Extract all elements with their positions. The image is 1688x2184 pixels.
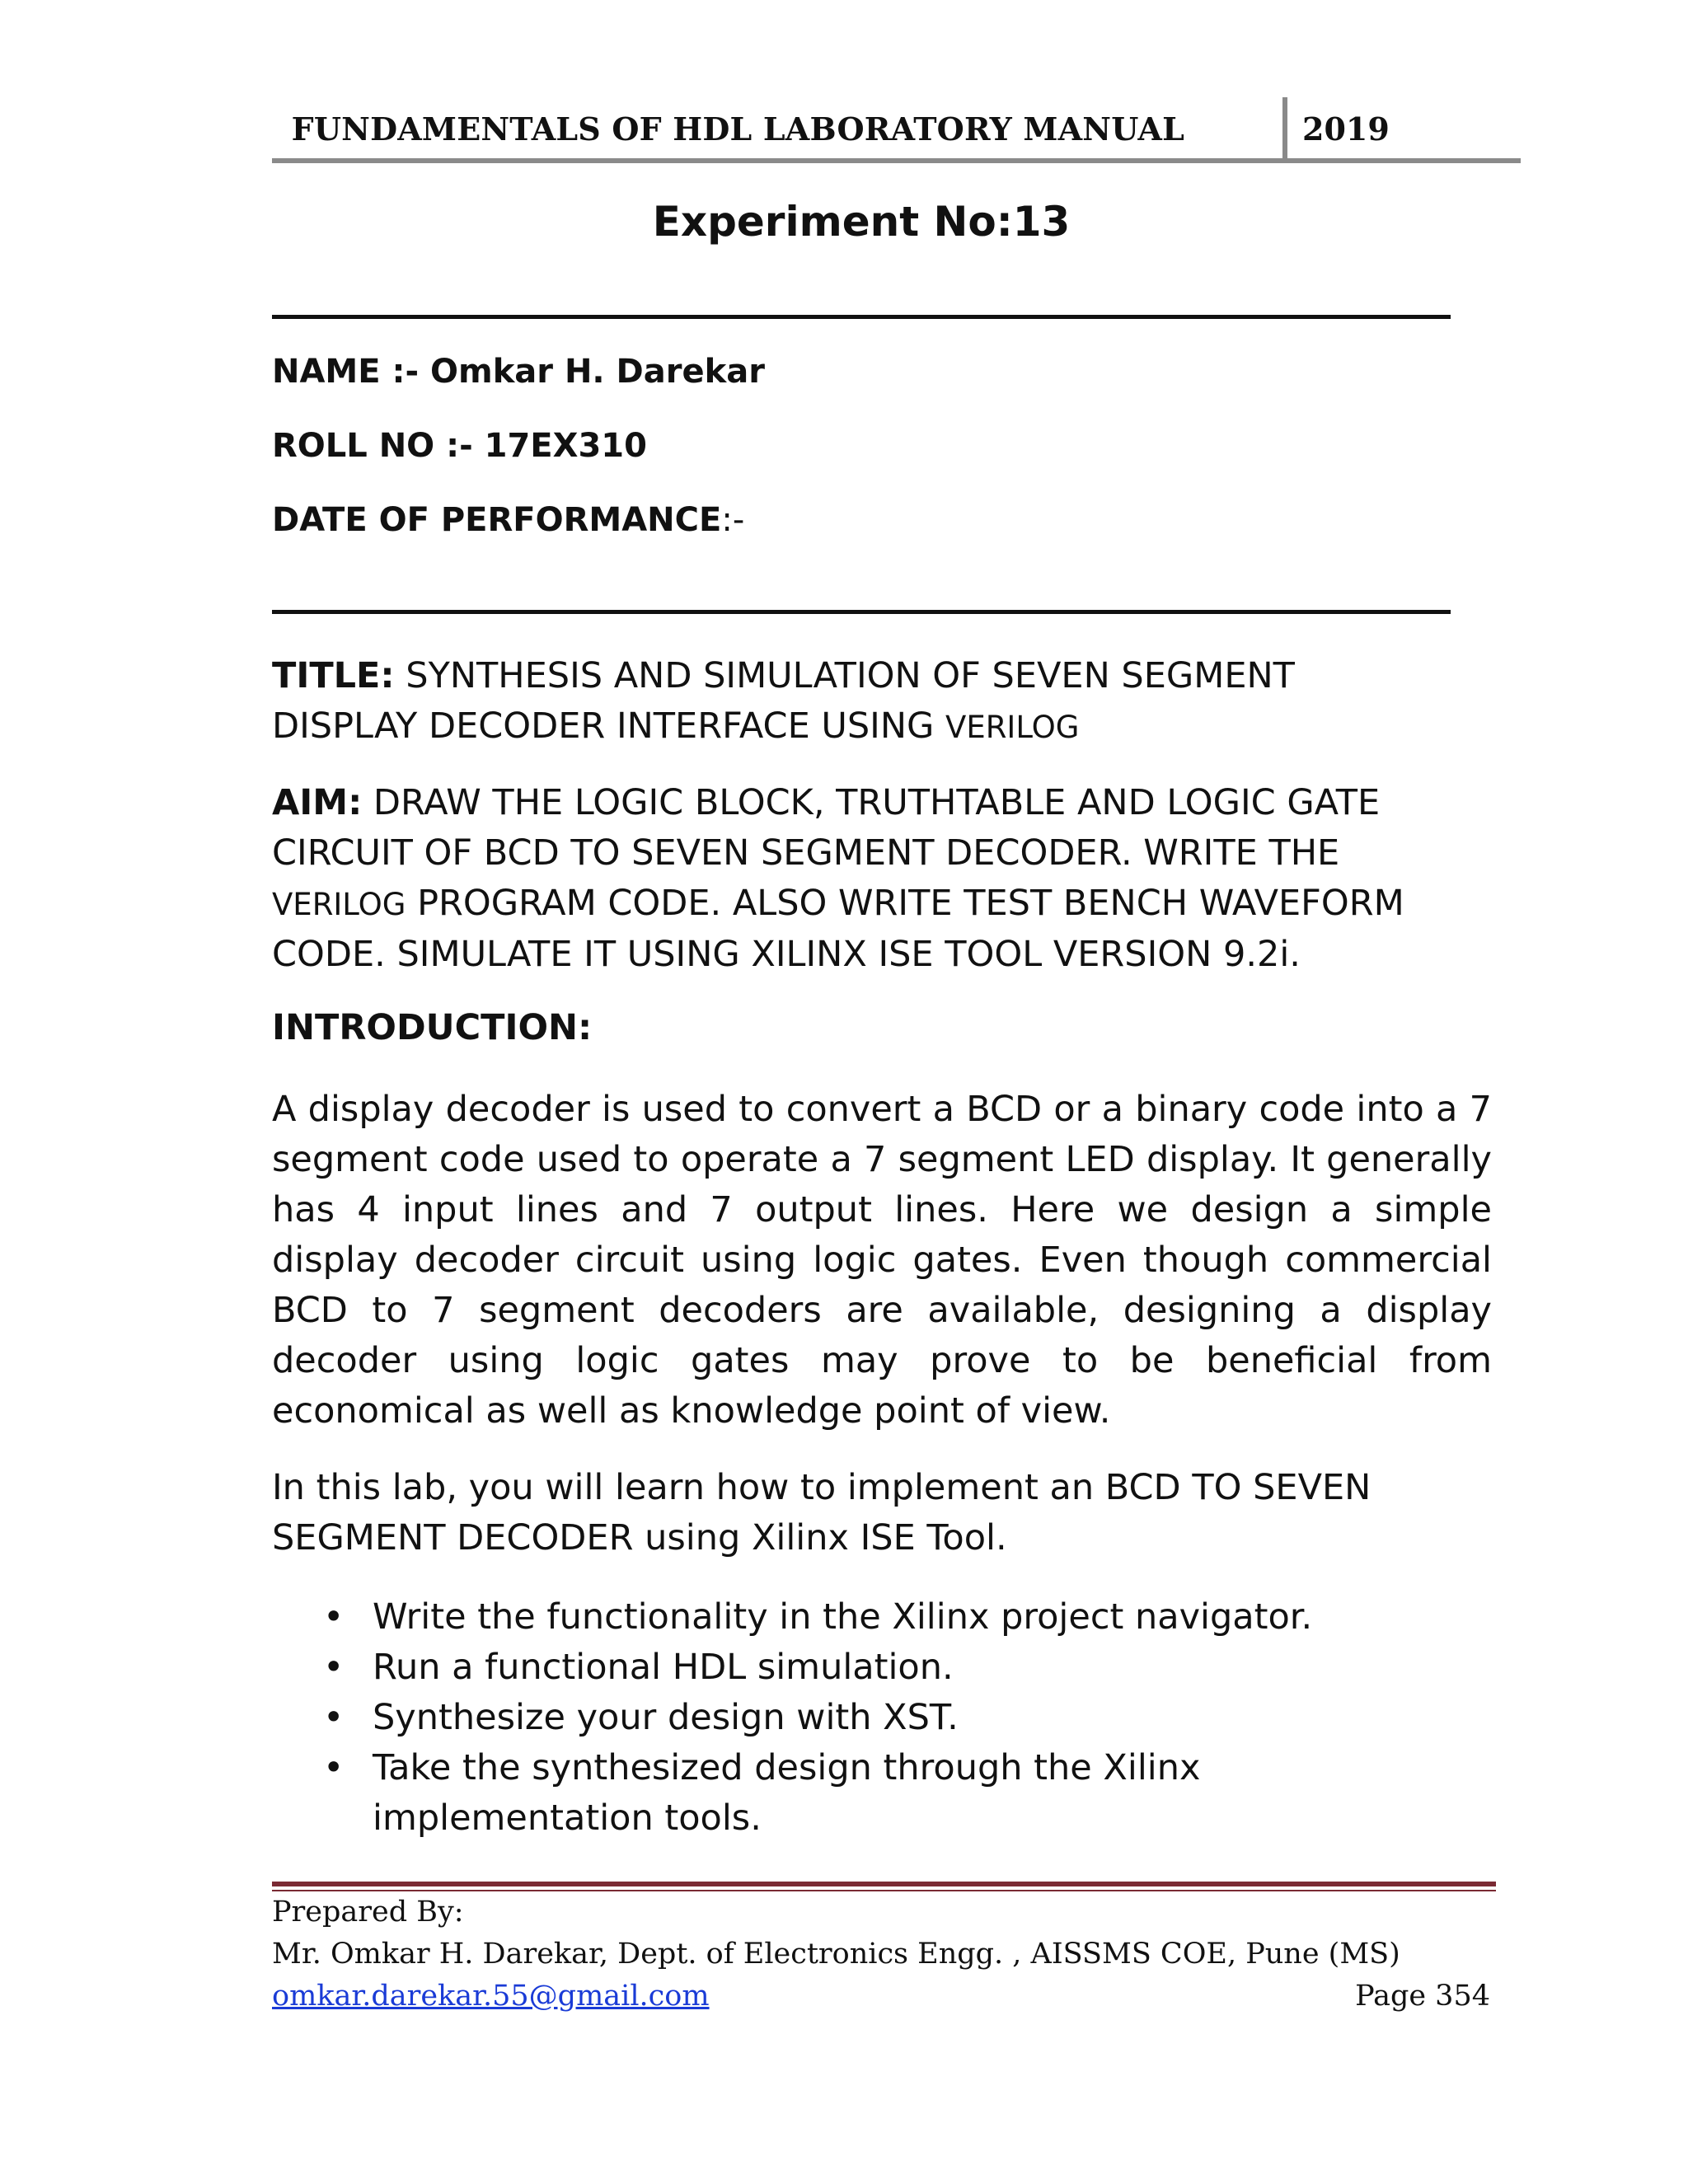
date-suffix: :- — [721, 501, 745, 539]
aim-label: AIM: — [272, 782, 363, 823]
name-label: NAME :- — [272, 353, 431, 391]
bullet-icon: • — [323, 1647, 345, 1688]
footer-rule-thin — [272, 1890, 1496, 1891]
page-number: Page 354 — [1355, 1980, 1490, 2013]
aim-text-2: PROGRAM CODE. ALSO WRITE TEST BENCH WAVEFORM CODE. SIMULATE IT USING XILINX ISE TOOL VERSION 9.2i. — [272, 883, 1404, 975]
running-header — [272, 97, 1521, 163]
footer-rule — [272, 1882, 1496, 1886]
header-separator — [1282, 97, 1287, 162]
list-item: • Write the functionality in the Xilinx project navigator. — [272, 1592, 1467, 1643]
task-list — [272, 1592, 1467, 1844]
roll-value: 17EX310 — [484, 427, 647, 465]
aim-text-1: DRAW THE LOGIC BLOCK, TRUTHTABLE AND LOGIC GATE CIRCUIT OF BCD TO SEVEN SEGMENT DECODER. WRITE THE — [272, 782, 1381, 874]
divider-bottom — [272, 610, 1451, 614]
roll-line — [272, 427, 647, 465]
prepared-by: Prepared By: — [272, 1896, 464, 1929]
roll-label: ROLL NO :- — [272, 427, 485, 465]
email-link[interactable]: omkar.darekar.55@gmail.com — [272, 1980, 710, 2013]
title-label: TITLE: — [272, 655, 395, 696]
name-value: Omkar H. Darekar — [430, 353, 765, 391]
aim-verilog: VERILOG — [272, 887, 406, 922]
introduction-heading: INTRODUCTION: — [272, 1007, 593, 1048]
title-verilog: VERILOG — [945, 710, 1080, 745]
bullet-icon: • — [323, 1747, 345, 1788]
introduction-paragraph-1: A display decoder is used to convert a BCD or a binary code into a 7 segment code used to operate a 7 segment LED display. It generally has 4 input lines and 7 output lines. Here we design a simple display decoder circuit using logic gates. Even though commercial BCD to 7 segment decoders are available, designing a display decoder using logic gates may prove to be beneficial from economical as well as knowledge point of view. — [272, 1089, 1492, 1432]
list-item: • Run a functional HDL simulation. — [272, 1643, 1467, 1693]
list-item: • Take the synthesized design through the Xilinx implementation tools. — [272, 1743, 1279, 1844]
title-section — [272, 651, 1409, 752]
manual-title: FUNDAMENTALS OF HDL LABORATORY MANUAL — [291, 110, 1184, 148]
bullet-icon: • — [323, 1697, 345, 1738]
divider-top — [272, 315, 1451, 319]
date-line — [272, 501, 744, 539]
header-rule — [272, 158, 1521, 163]
experiment-title: Experiment No:13 — [652, 198, 1071, 246]
introduction-paragraph-2: In this lab, you will learn how to implement an BCD TO SEVEN SEGMENT DECODER using Xilinx ISE Tool. — [272, 1467, 1372, 1558]
name-line — [272, 353, 765, 391]
aim-section — [272, 778, 1484, 980]
title-text: SYNTHESIS AND SIMULATION OF SEVEN SEGMENT DISPLAY DECODER INTERFACE USING — [272, 655, 1295, 747]
list-item: • Synthesize your design with XST. — [272, 1693, 1467, 1743]
bullet-icon: • — [323, 1596, 345, 1638]
author-line: Mr. Omkar H. Darekar, Dept. of Electronics Engg. , AISSMS COE, Pune (MS) — [272, 1938, 1400, 1971]
manual-year: 2019 — [1302, 110, 1390, 148]
date-label: DATE OF PERFORMANCE — [272, 501, 722, 539]
